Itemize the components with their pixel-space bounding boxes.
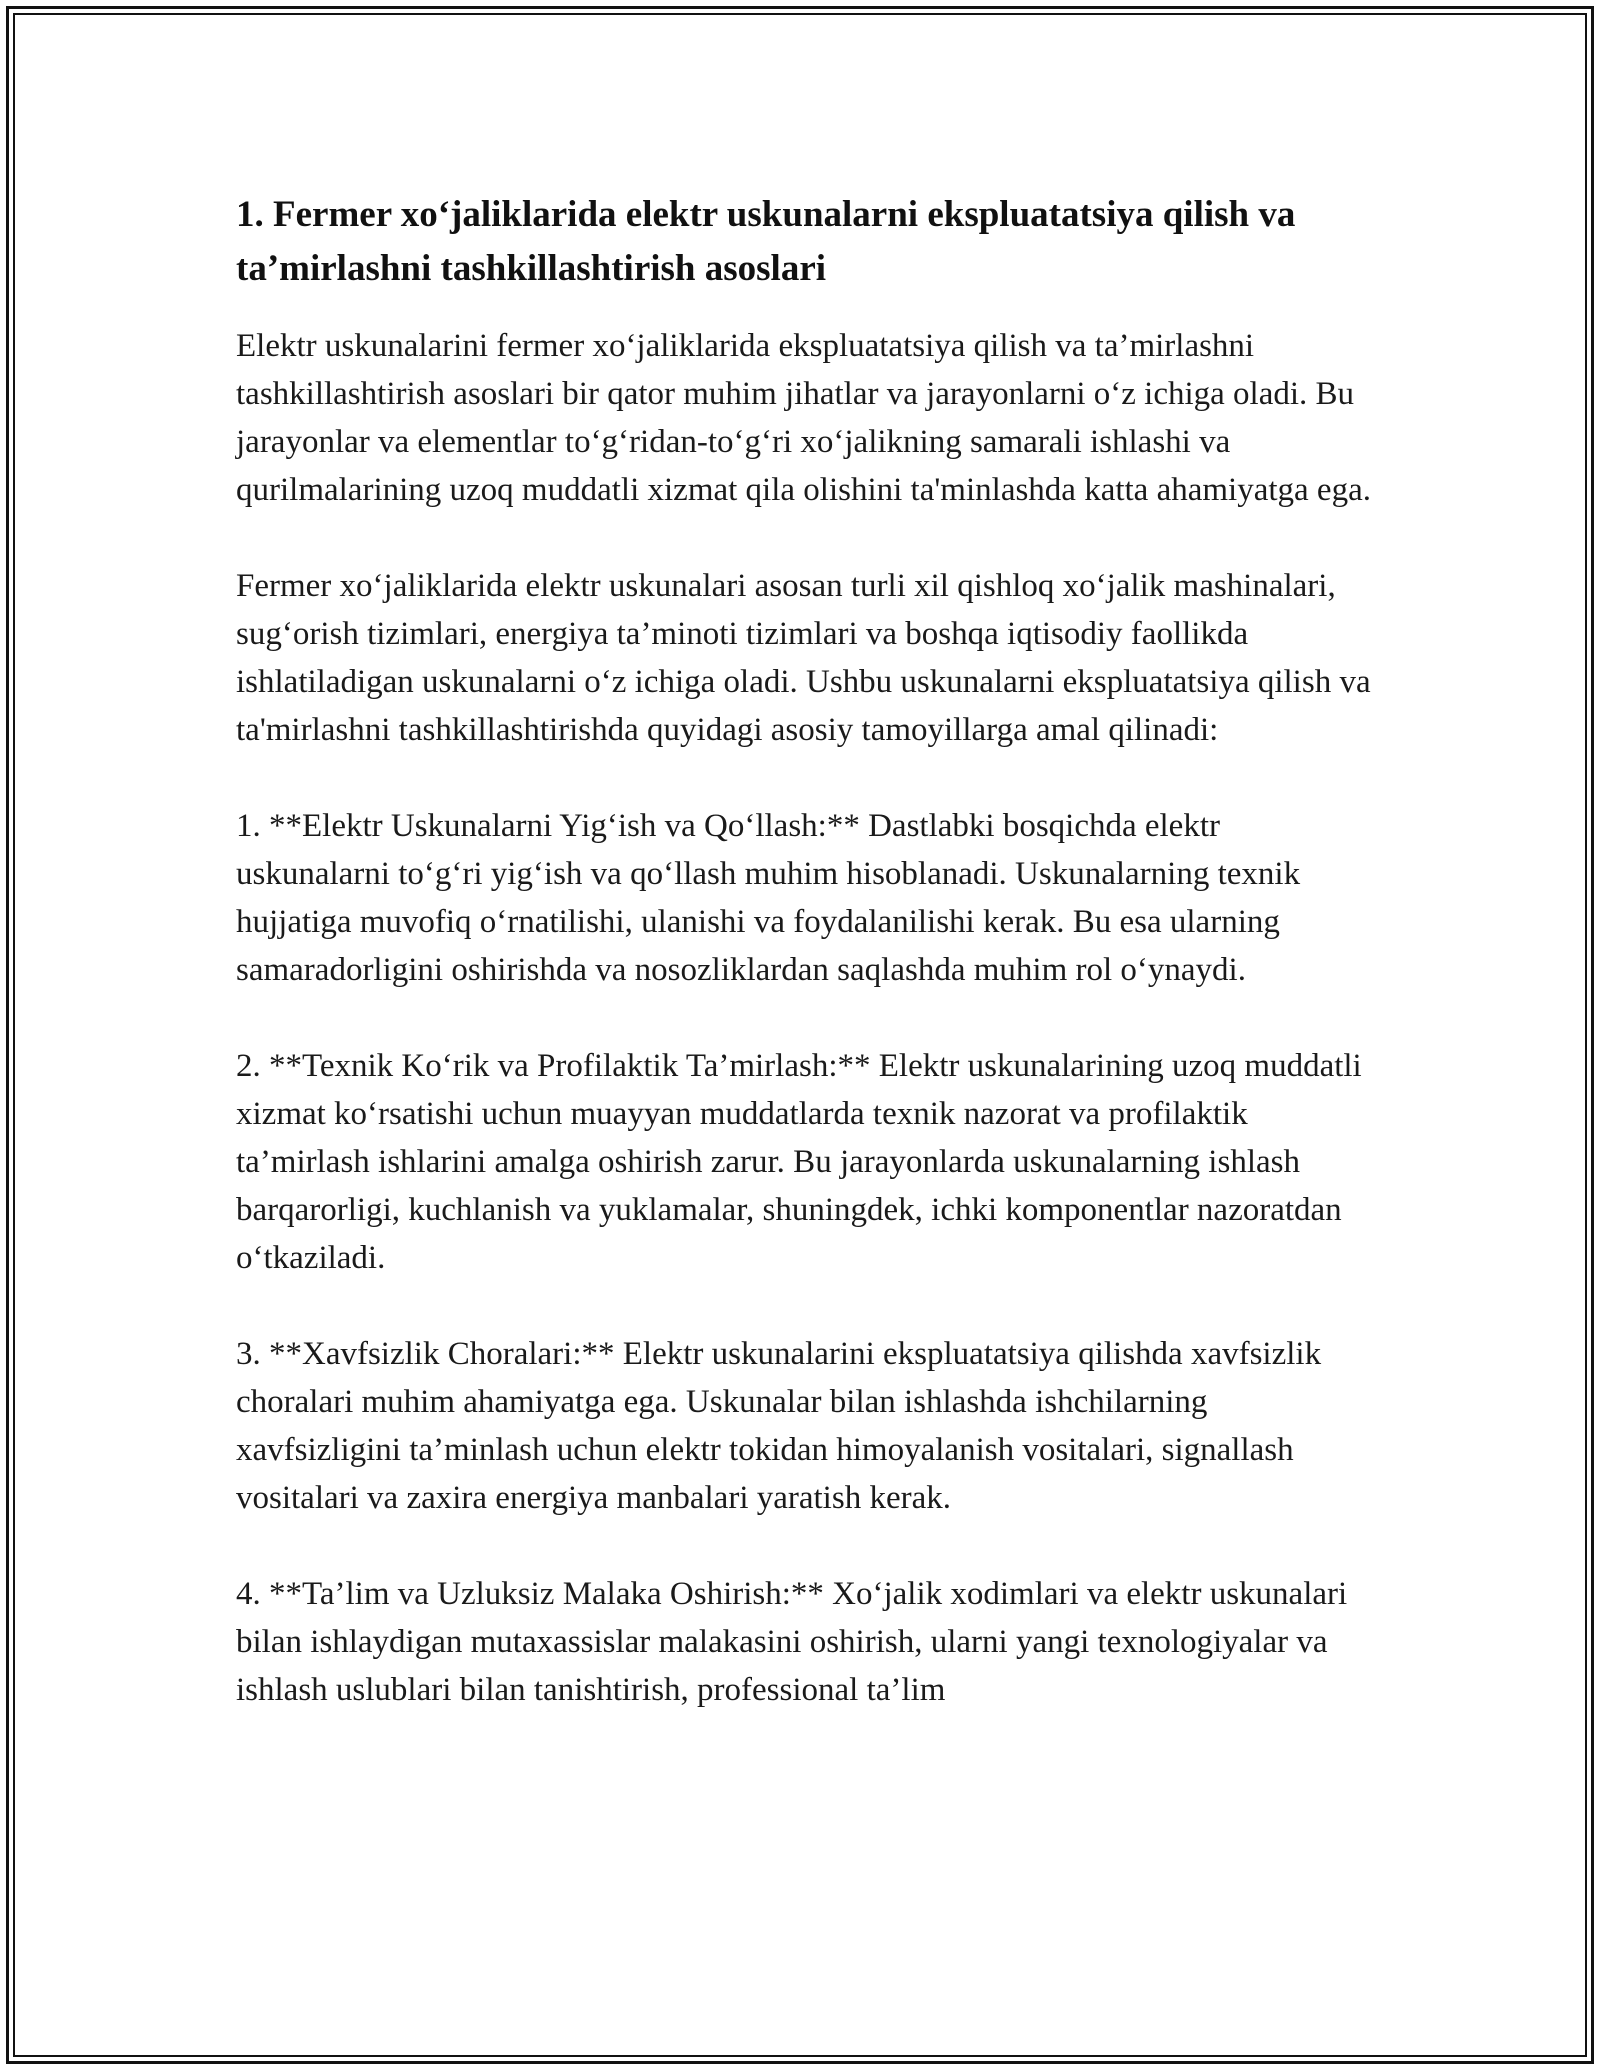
list-item-2: 2. **Texnik Ko‘rik va Profilaktik Ta’mirlash:** Elektr uskunalarining uzoq muddatli xizmat ko‘rsatishi uchun muayyan muddatlarda texnik nazorat va profilaktik ta’mirlash ishlarini amalga oshirish zarur. Bu jarayonlarda uskunalarning ishlash barqarorligi, kuchlanish va yuklamalar, shuningdek, ichki komponentlar nazoratdan o‘tkaziladi.	[236, 1048, 1362, 1276]
list-item-1: 1. **Elektr Uskunalarni Yig‘ish va Qo‘llash:** Dastlabki bosqichda elektr uskunalarni to‘g‘ri yig‘ish va qo‘llash muhim hisoblanadi. Uskunalarning texnik hujjatiga muvofiq o‘rnatilishi, ulanishi va foydalanilishi kerak. Bu esa ularning samaradorligini oshirishda va nosozliklardan saqlashda muhim rol o‘ynaydi.	[236, 808, 1301, 988]
list-item-4: 4. **Ta’lim va Uzluksiz Malaka Oshirish:** Xo‘jalik xodimlari va elektr uskunalari bilan ishlaydigan mutaxassislar malakasini oshirish, ularni yangi texnologiyalar va ishlash uslublari bilan tanishtirish, professional ta’lim	[236, 1576, 1348, 1708]
principles-intro-paragraph: Fermer xo‘jaliklarida elektr uskunalari asosan turli xil qishloq xo‘jalik mashinalari, sug‘orish tizimlari, energiya ta’minoti tizimlari va boshqa iqtisodiy faollikda ishlatiladigan uskunalarni o‘z ichiga oladi. Ushbu uskunalarni ekspluatatsiya qilish va ta'mirlashni tashkillashtirishda quyidagi asosiy tamoyillarga amal qilinadi:	[236, 568, 1371, 748]
list-item-3: 3. **Xavfsizlik Choralari:** Elektr uskunalarini ekspluatatsiya qilishda xavfsizlik choralari muhim ahamiyatga ega. Uskunalar bilan ishlashda ishchilarning xavfsizligini ta’minlash uchun elektr tokidan himoyalanish vositalari, signallash vositalari va zaxira energiya manbalari yaratish kerak.	[236, 1336, 1322, 1516]
section-title: 1. Fermer xo‘jaliklarida elektr uskunalarni ekspluatatsiya qilish va ta’mirlashni tashkillashtirish asoslari	[236, 194, 1296, 289]
document-body	[236, 188, 1376, 1762]
intro-paragraph: Elektr uskunalarini fermer xo‘jaliklarida ekspluatatsiya qilish va ta’mirlashni tashkillashtirish asoslari bir qator muhim jihatlar va jarayonlarni o‘z ichiga oladi. Bu jarayonlar va elementlar to‘g‘ridan-to‘g‘ri xo‘jalikning samarali ishlashi va qurilmalarining uzoq muddatli xizmat qila olishini ta'minlashda katta ahamiyatga ega.	[236, 328, 1371, 508]
